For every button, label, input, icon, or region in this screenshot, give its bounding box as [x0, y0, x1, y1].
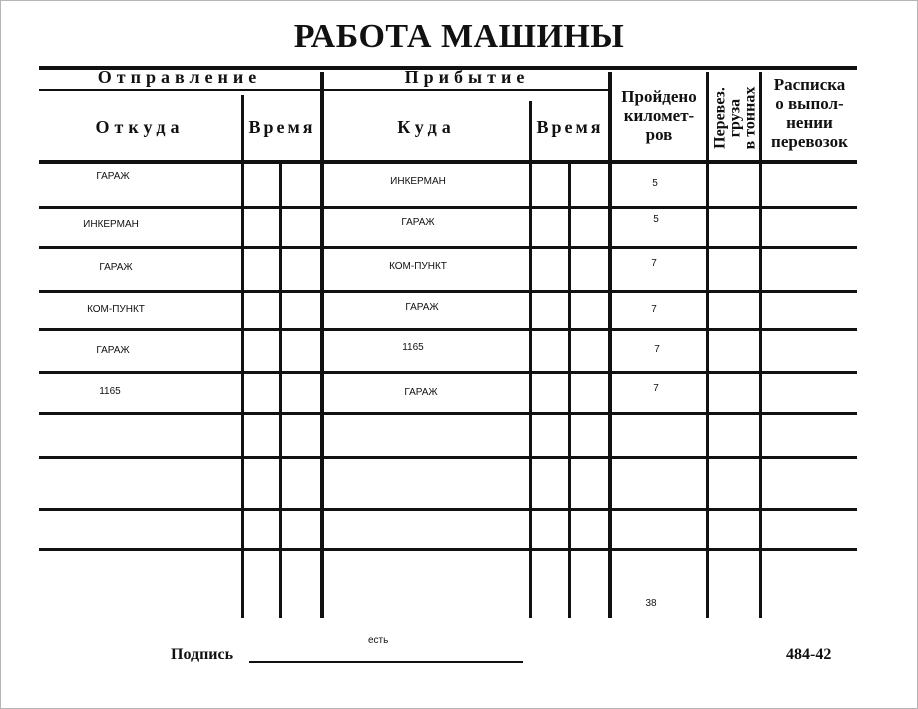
col-rule-dep-time-split [279, 162, 282, 618]
from-cell: ИНКЕРМАН [83, 219, 139, 230]
row-rule [39, 412, 857, 415]
col-rule-km [608, 72, 612, 618]
row-rule [39, 290, 857, 293]
page-title: РАБОТА МАШИНЫ [293, 18, 625, 55]
km-cell: 7 [651, 258, 657, 269]
row-rule [39, 548, 857, 551]
row-rule [39, 328, 857, 331]
arr-time-header: Время [536, 117, 604, 137]
cargo-header [713, 63, 758, 173]
receipt-header [762, 75, 857, 151]
col-rule-to-time [529, 101, 532, 618]
row-rule [39, 371, 857, 374]
receipt-header-line: перевозок [771, 132, 848, 151]
signature-line [249, 661, 523, 663]
departure-header: Отправление [97, 67, 262, 87]
to-cell: ГАРАЖ [401, 217, 435, 228]
row-rule [39, 206, 857, 209]
departure-header-rule [39, 89, 320, 91]
from-cell: ГАРАЖ [99, 262, 133, 273]
to-header: Куда [397, 117, 456, 137]
total-km: 38 [645, 598, 657, 609]
km-cell: 7 [654, 344, 660, 355]
arrival-header-rule [324, 89, 610, 91]
to-cell: ГАРАЖ [404, 387, 438, 398]
cargo-header-line: груза [726, 98, 744, 138]
cargo-header-line: Перевез. [711, 87, 729, 149]
to-cell: ГАРАЖ [405, 302, 439, 313]
from-header: Откуда [95, 117, 185, 137]
to-cell: КОМ-ПУНКТ [389, 261, 447, 272]
km-cell: 7 [653, 383, 659, 394]
from-cell: КОМ-ПУНКТ [87, 304, 145, 315]
col-rule-cargo [706, 72, 709, 618]
form-number: 484-42 [786, 646, 832, 663]
col-rule-receipt [759, 72, 762, 618]
km-cell: 7 [651, 304, 657, 315]
from-cell: ГАРАЖ [96, 171, 130, 182]
to-cell: 1165 [402, 342, 424, 353]
col-rule-arr-time-split [568, 162, 571, 618]
signature-value: есть [368, 635, 389, 646]
from-cell: 1165 [99, 386, 121, 397]
km-cell: 5 [653, 214, 659, 225]
km-header-line: ров [645, 125, 673, 144]
km-cell: 5 [652, 178, 658, 189]
receipt-header-line: нении [786, 113, 833, 132]
arrival-header: Прибытие [404, 67, 530, 87]
km-header [612, 87, 706, 144]
km-header-line: Пройдено [621, 87, 697, 106]
km-header-line: километ- [623, 106, 695, 125]
receipt-header-line: о выпол- [775, 94, 844, 113]
row-rule [39, 456, 857, 459]
signature-label: Подпись [171, 646, 234, 663]
dep-time-header: Время [248, 117, 316, 137]
cargo-header-line: в тоннах [741, 86, 759, 150]
col-rule-dep-arr [320, 72, 324, 618]
to-cell: ИНКЕРМАН [390, 176, 446, 187]
from-cell: ГАРАЖ [96, 345, 130, 356]
col-rule-from-time [241, 95, 244, 618]
row-rule [39, 246, 857, 249]
receipt-header-line: Расписка [773, 75, 846, 94]
row-rule [39, 508, 857, 511]
